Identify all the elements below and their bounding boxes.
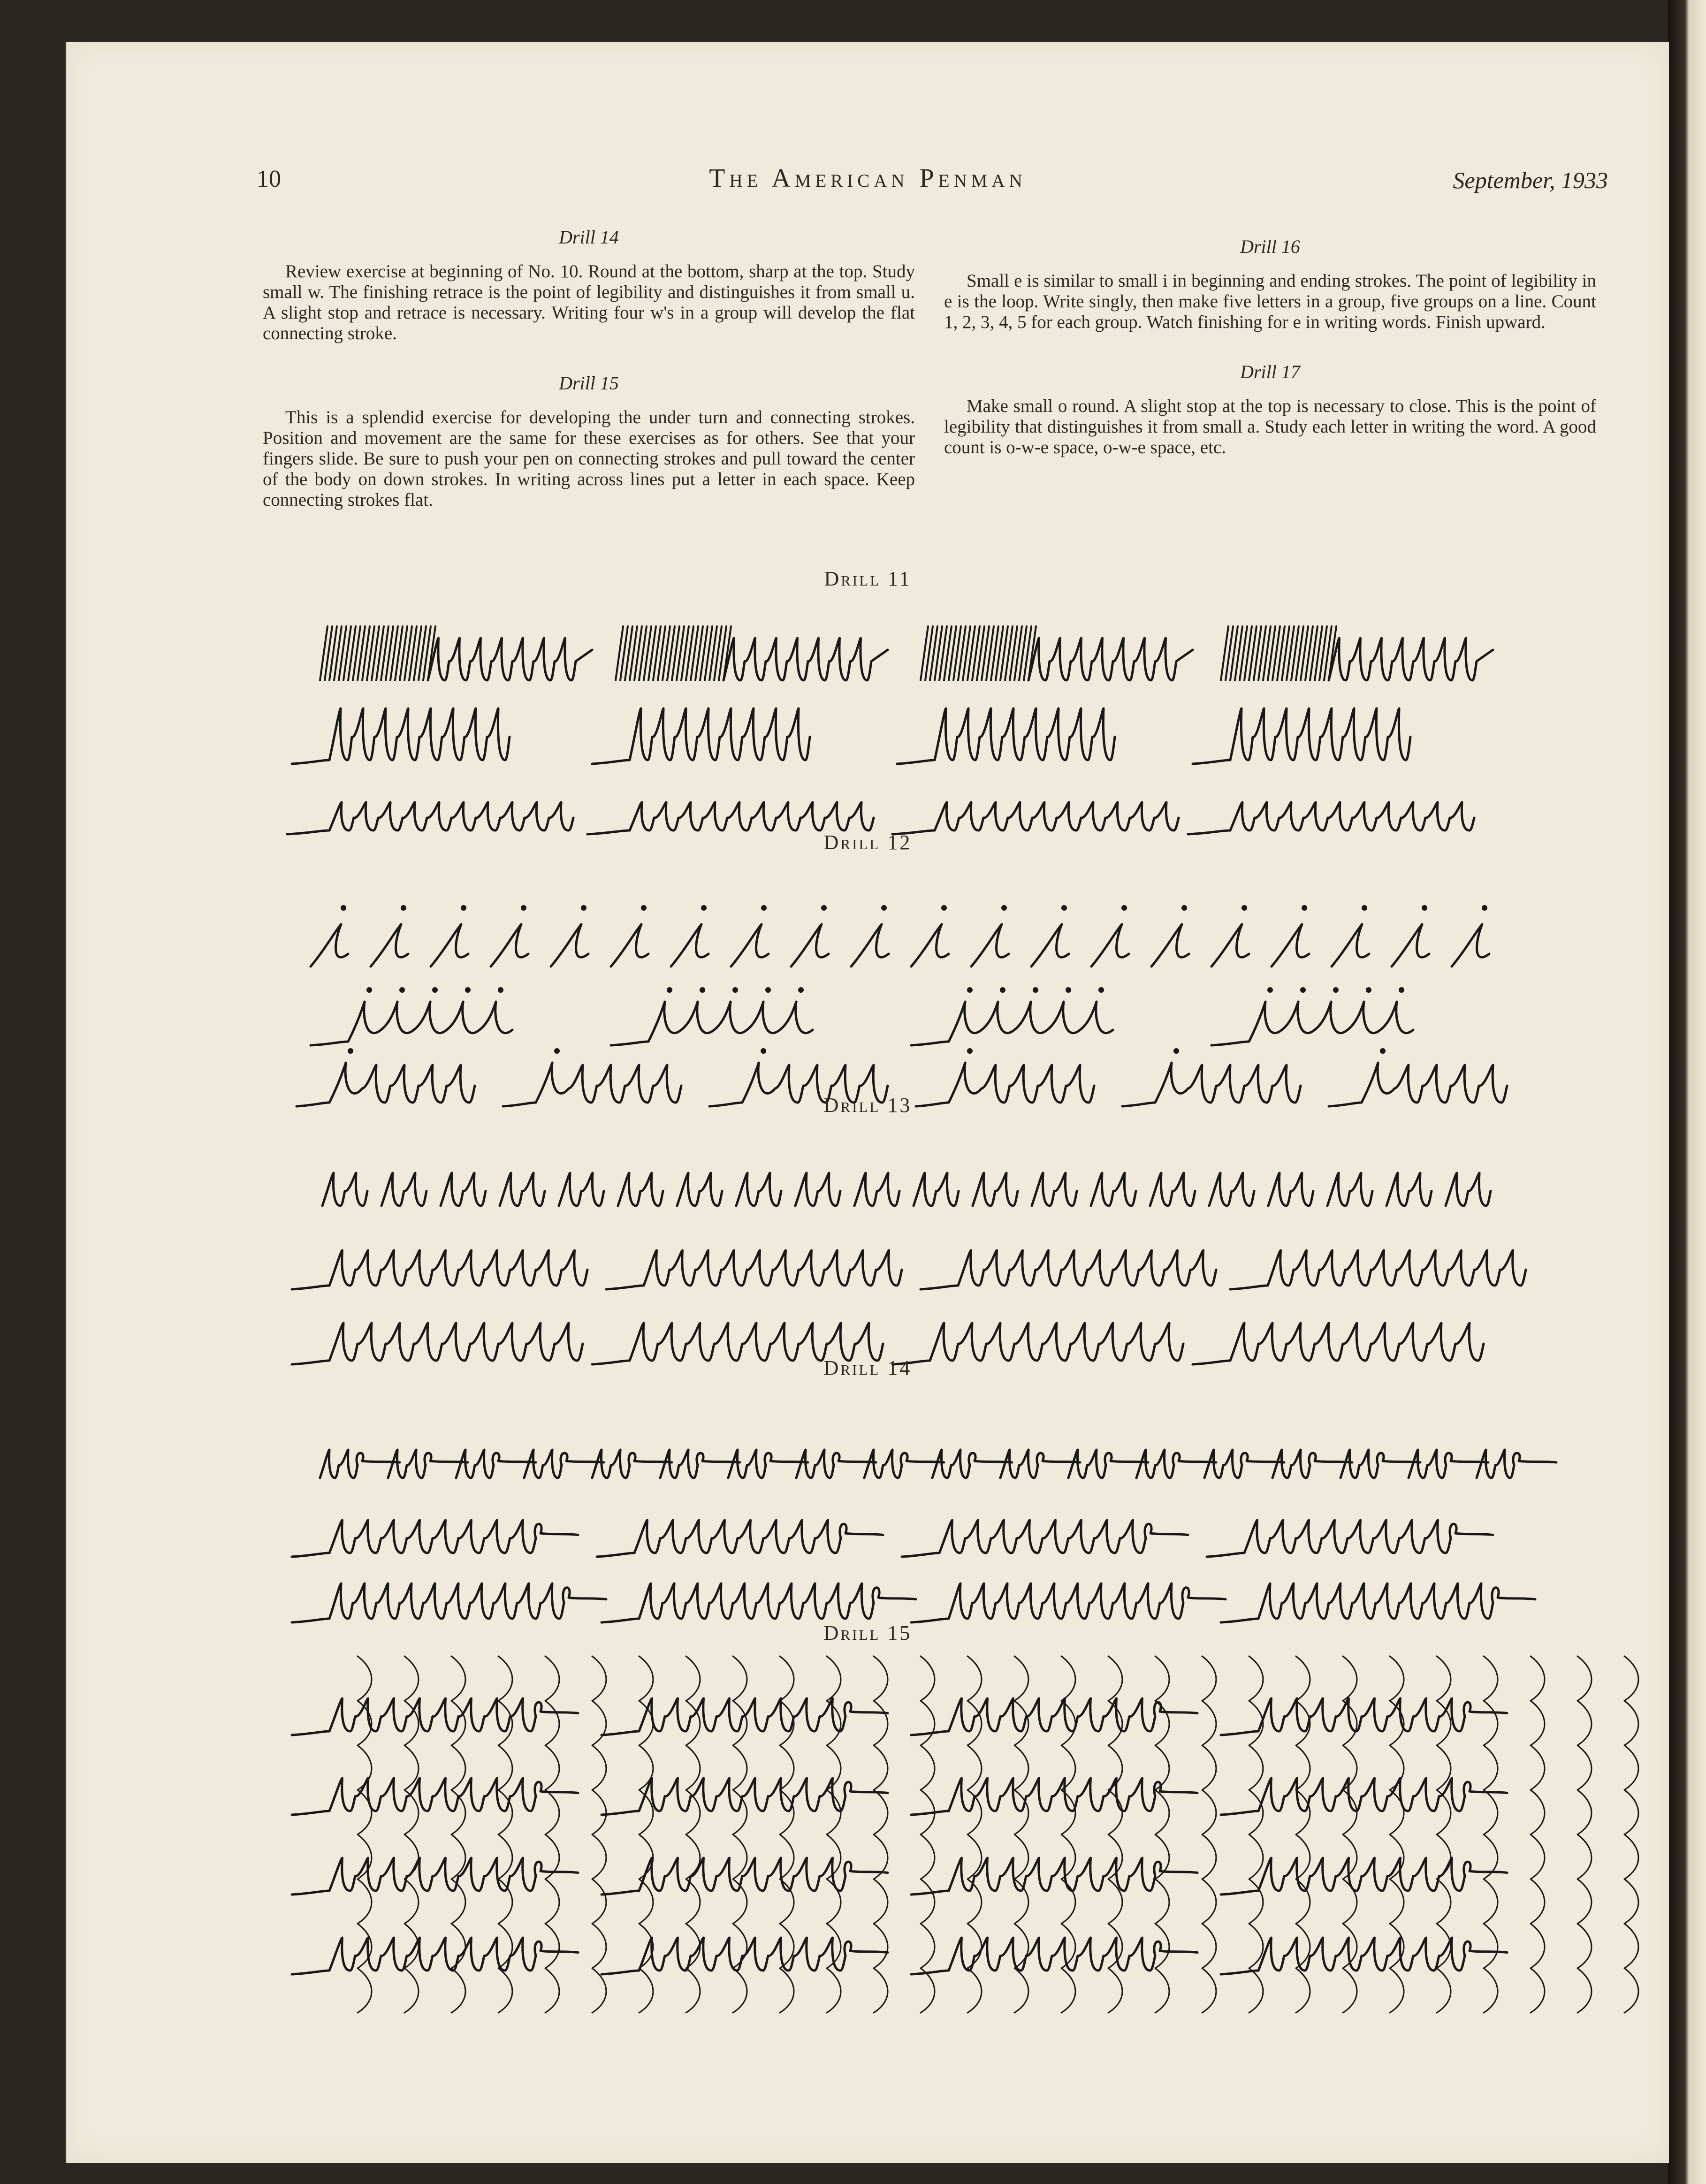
i-letter bbox=[1031, 924, 1069, 966]
i-letter bbox=[1272, 924, 1309, 966]
i-letter bbox=[671, 924, 708, 966]
i-dot bbox=[341, 905, 346, 911]
cross-line-stroke bbox=[1202, 1656, 1216, 2013]
w-letter bbox=[1000, 1450, 1080, 1478]
cross-line-stroke bbox=[1531, 1656, 1545, 2013]
i-dot bbox=[401, 905, 406, 911]
i-letter bbox=[311, 924, 348, 966]
drill-16-instructions: Small e is similar to small i in beginning and ending strokes. The point of legibility in e is the loop. Write singly, then make five letters in a group, five groups on a line. Count 1, 2, 3, 4, 5 for each group. Watch finishing for e in writing words. Finish upward. bbox=[944, 271, 1596, 332]
u-letter bbox=[322, 1173, 367, 1206]
w-letter bbox=[388, 1450, 468, 1478]
u-letter bbox=[1446, 1173, 1491, 1206]
i-letter-group bbox=[611, 1002, 813, 1045]
i-dot bbox=[1422, 905, 1427, 911]
u-letter bbox=[441, 1173, 486, 1206]
i-dot bbox=[554, 1048, 560, 1054]
left-text-column bbox=[263, 226, 915, 510]
cross-line-stroke bbox=[921, 1656, 935, 2013]
retrace-strokes bbox=[320, 626, 435, 680]
i-dot bbox=[1362, 905, 1367, 911]
w-row-group bbox=[292, 1938, 578, 1974]
w-row-group bbox=[292, 1698, 578, 1735]
i-dot bbox=[521, 905, 526, 911]
w-group bbox=[292, 1520, 578, 1557]
w-letter bbox=[524, 1450, 604, 1478]
right-text-column bbox=[944, 236, 1596, 458]
w-letter bbox=[1409, 1450, 1488, 1478]
u-letter bbox=[559, 1173, 604, 1206]
cross-line-stroke bbox=[1484, 1656, 1498, 2013]
w-letter bbox=[1340, 1450, 1420, 1478]
u-letter bbox=[1327, 1173, 1372, 1206]
u-stroke-group bbox=[892, 802, 1179, 834]
w-letter bbox=[728, 1450, 808, 1478]
w-group bbox=[1207, 1520, 1493, 1557]
u-letter bbox=[381, 1173, 426, 1206]
i-letter bbox=[371, 924, 408, 966]
u-letter bbox=[677, 1173, 722, 1206]
i-dot bbox=[1098, 987, 1104, 993]
i-dot bbox=[700, 987, 705, 993]
i-letter-group bbox=[911, 1002, 1113, 1045]
drill-17-instructions: Make small o round. A slight stop at the top is necessary to close. This is the point of legibility that distinguishes it from small a. Study each letter in writing the word. A good count is o-w-e space, o-w-e space, etc. bbox=[944, 396, 1596, 457]
i-dot bbox=[761, 905, 767, 911]
i-dot bbox=[641, 905, 647, 911]
u-letter bbox=[618, 1173, 663, 1206]
u-letter bbox=[854, 1173, 899, 1206]
magazine-page bbox=[66, 42, 1669, 2163]
drill-11-specimen bbox=[67, 605, 1669, 849]
w-row-group bbox=[292, 1858, 578, 1895]
drill-15-label: Drill 15 bbox=[823, 1621, 912, 1644]
w-letter bbox=[1136, 1450, 1216, 1478]
u-group bbox=[1230, 1250, 1526, 1289]
i-dot bbox=[967, 1048, 973, 1054]
w-group bbox=[597, 1520, 883, 1557]
i-dot bbox=[1380, 1048, 1386, 1054]
cross-line-stroke bbox=[874, 1656, 888, 2013]
winnow-word bbox=[1221, 1583, 1535, 1622]
i-dot bbox=[432, 987, 438, 993]
i-dot bbox=[1482, 905, 1487, 911]
i-letter bbox=[791, 924, 829, 966]
cross-line-stroke bbox=[592, 1656, 606, 2013]
i-dot bbox=[1066, 987, 1071, 993]
i-dot bbox=[1001, 905, 1007, 911]
i-dot bbox=[941, 905, 947, 911]
w-letter bbox=[592, 1450, 672, 1478]
i-dot bbox=[1333, 987, 1339, 993]
i-letter bbox=[1332, 924, 1369, 966]
u-letter bbox=[1386, 1173, 1432, 1206]
w-row-group bbox=[602, 1858, 888, 1895]
i-letter bbox=[1392, 924, 1429, 966]
u-stroke-group bbox=[1028, 638, 1193, 680]
cross-line-stroke bbox=[1249, 1656, 1263, 2013]
u-group bbox=[921, 1250, 1216, 1289]
i-dot bbox=[1000, 987, 1005, 993]
w-row-group bbox=[911, 1698, 1197, 1735]
u-letter bbox=[914, 1173, 959, 1206]
i-dot bbox=[348, 1048, 353, 1054]
i-dot bbox=[1173, 1048, 1179, 1054]
u-letter bbox=[1150, 1173, 1195, 1206]
drill-12-label: Drill 12 bbox=[823, 831, 912, 854]
i-dot bbox=[1267, 987, 1273, 993]
i-dot bbox=[1399, 987, 1404, 993]
drill-15-heading: Drill 15 bbox=[559, 373, 619, 394]
i-letter bbox=[491, 924, 528, 966]
i-dot bbox=[881, 905, 887, 911]
i-letter bbox=[1452, 924, 1489, 966]
u-letter bbox=[795, 1173, 840, 1206]
u-stroke-group bbox=[428, 638, 592, 680]
i-dot bbox=[461, 905, 466, 911]
i-dot bbox=[667, 987, 672, 993]
drill-14-specimen bbox=[67, 1393, 1669, 1637]
i-dot bbox=[581, 905, 586, 911]
i-dot bbox=[798, 987, 804, 993]
w-row-group bbox=[1221, 1938, 1507, 1974]
running-title: The American Penman bbox=[709, 164, 1027, 193]
w-letter bbox=[1068, 1450, 1148, 1478]
i-letter-group bbox=[1211, 1002, 1413, 1045]
drill-14-heading: Drill 14 bbox=[559, 227, 619, 248]
w-letter bbox=[1477, 1450, 1556, 1478]
drill-15-specimen bbox=[67, 1656, 1669, 2017]
i-dot bbox=[821, 905, 827, 911]
book-spine-shadow bbox=[1668, 0, 1706, 2184]
page-number: 10 bbox=[257, 166, 281, 192]
i-letter bbox=[551, 924, 588, 966]
u-letter bbox=[1268, 1173, 1313, 1206]
retrace-strokes bbox=[921, 626, 1036, 680]
i-letter bbox=[1211, 924, 1249, 966]
retrace-strokes bbox=[1221, 626, 1336, 680]
w-row-group bbox=[602, 1698, 888, 1735]
i-dot bbox=[1241, 905, 1247, 911]
i-letter bbox=[731, 924, 769, 966]
i-letter bbox=[1151, 924, 1189, 966]
drill-13-label: Drill 13 bbox=[823, 1094, 912, 1117]
i-dot bbox=[465, 987, 471, 993]
w-row-group bbox=[911, 1938, 1197, 1974]
i-letter bbox=[971, 924, 1009, 966]
u-stroke-group bbox=[1188, 802, 1474, 834]
i-dot bbox=[701, 905, 707, 911]
drill-12-specimen bbox=[67, 868, 1669, 1112]
u-stroke-group bbox=[724, 638, 888, 680]
u-letter bbox=[1209, 1173, 1254, 1206]
i-dot bbox=[399, 987, 405, 993]
w-row-group bbox=[911, 1858, 1197, 1895]
w-letter bbox=[864, 1450, 944, 1478]
u-letter bbox=[736, 1173, 781, 1206]
i-letter bbox=[431, 924, 468, 966]
i-letter bbox=[611, 924, 648, 966]
winnow-word bbox=[911, 1583, 1226, 1622]
drill-15-instructions: This is a splendid exercise for developing the under turn and connecting strokes. Position and movement are the same for these exercises as for others. See that your fingers slide. Be sure to push your pen on connecting strokes and pull toward the center of the body on down strokes. In writing across lines put a letter in each space. Keep connecting strokes flat. bbox=[263, 407, 915, 510]
u-letter bbox=[1091, 1173, 1136, 1206]
winnow-word bbox=[292, 1583, 606, 1622]
u-stroke-group bbox=[287, 802, 573, 834]
w-letter bbox=[660, 1450, 740, 1478]
u-stroke-group bbox=[592, 708, 810, 764]
i-dot bbox=[761, 1048, 766, 1054]
w-row-group bbox=[1221, 1858, 1507, 1895]
drill-17-heading: Drill 17 bbox=[1240, 361, 1300, 382]
drill-11-label: Drill 11 bbox=[824, 567, 912, 590]
u-group bbox=[606, 1250, 902, 1289]
winnow-word bbox=[602, 1583, 916, 1622]
i-dot bbox=[967, 987, 973, 993]
w-letter bbox=[1272, 1450, 1352, 1478]
i-letter bbox=[1091, 924, 1129, 966]
u-stroke-group bbox=[897, 708, 1115, 764]
w-letter bbox=[796, 1450, 876, 1478]
u-stroke-group bbox=[292, 708, 510, 764]
i-dot bbox=[1302, 905, 1307, 911]
i-dot bbox=[1366, 987, 1371, 993]
i-dot bbox=[1061, 905, 1067, 911]
w-group bbox=[902, 1520, 1188, 1557]
issue-date: September, 1933 bbox=[1453, 167, 1608, 193]
w-row-group bbox=[292, 1778, 578, 1815]
u-stroke-group bbox=[587, 802, 874, 834]
w-row-group bbox=[1221, 1778, 1507, 1815]
cross-line-stroke bbox=[1577, 1656, 1592, 2013]
w-letter bbox=[456, 1450, 536, 1478]
w-letter bbox=[1204, 1450, 1284, 1478]
drill-16-heading: Drill 16 bbox=[1240, 236, 1300, 257]
cross-line-stroke bbox=[733, 1656, 747, 2013]
cross-line-stroke bbox=[1624, 1656, 1638, 2013]
u-group bbox=[292, 1250, 587, 1289]
i-dot bbox=[1033, 987, 1038, 993]
i-dot bbox=[366, 987, 372, 993]
w-letter bbox=[320, 1450, 400, 1478]
u-letter bbox=[973, 1173, 1018, 1206]
drill-13-specimen bbox=[67, 1131, 1669, 1375]
i-letter bbox=[911, 924, 949, 966]
drill-14-label: Drill 14 bbox=[823, 1356, 912, 1379]
w-row-group bbox=[1221, 1698, 1507, 1735]
i-dot bbox=[1121, 905, 1127, 911]
retrace-strokes bbox=[616, 626, 731, 680]
w-row-group bbox=[602, 1778, 888, 1815]
u-letter bbox=[1032, 1173, 1077, 1206]
u-stroke-group bbox=[1193, 708, 1410, 764]
w-row-group bbox=[911, 1778, 1197, 1815]
w-letter bbox=[932, 1450, 1012, 1478]
i-dot bbox=[765, 987, 771, 993]
cross-line-stroke bbox=[545, 1656, 559, 2013]
cross-line-stroke bbox=[1155, 1656, 1169, 2013]
i-letter bbox=[851, 924, 889, 966]
u-stroke-group bbox=[1329, 638, 1493, 680]
i-dot bbox=[498, 987, 503, 993]
i-dot bbox=[1300, 987, 1306, 993]
drill-14-instructions: Review exercise at beginning of No. 10. Round at the bottom, sharp at the top. Study small w. The finishing retrace is the point of legibility and distinguishes it from small u. A slight stop and retrace is necessary. Writing four w's in a group will develop the flat connecting stroke. bbox=[263, 261, 915, 343]
u-letter bbox=[500, 1173, 545, 1206]
i-dot bbox=[732, 987, 738, 993]
i-letter-group bbox=[311, 1002, 512, 1045]
i-dot bbox=[1181, 905, 1187, 911]
